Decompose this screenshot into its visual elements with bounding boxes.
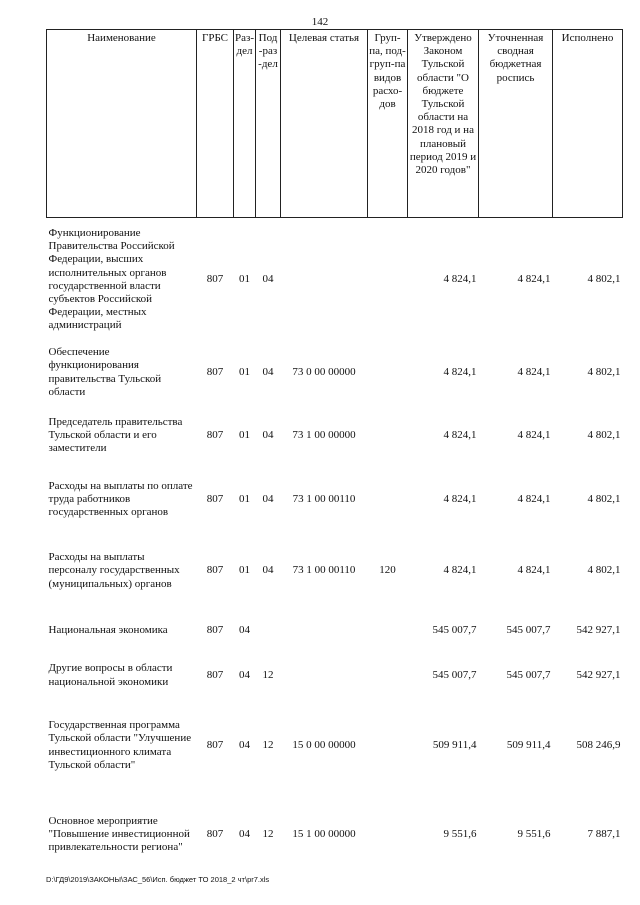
row-executed: 4 802,1 bbox=[587, 365, 621, 378]
row-razdel: 01 bbox=[239, 492, 250, 505]
col-header-executed: Исполнено bbox=[553, 30, 623, 218]
row-refined: 4 824,1 bbox=[517, 428, 551, 441]
row-razdel: 01 bbox=[239, 564, 250, 577]
table-row bbox=[47, 218, 623, 342]
col-header-group: Груп-па, под-груп-па видов расхо-дов bbox=[368, 30, 408, 218]
col-header-grbs: ГРБС bbox=[197, 30, 234, 218]
row-podrazdel bbox=[256, 611, 281, 651]
row-grbs: 807 bbox=[206, 738, 224, 751]
row-name: Председатель правительства Тульской области и его заместители bbox=[48, 415, 183, 455]
row-approved: 545 007,7 bbox=[432, 668, 477, 681]
row-podrazdel: 04 bbox=[262, 273, 274, 286]
table-row bbox=[47, 532, 623, 611]
row-target: 73 1 00 00110 bbox=[292, 492, 356, 505]
row-executed: 542 927,1 bbox=[576, 668, 621, 681]
row-razdel: 01 bbox=[239, 428, 250, 441]
col-header-approved: Утверждено Законом Тульской области "О бюджете Тульской области на 2018 год и на плановый период 2019 и 2020 годов" bbox=[408, 30, 479, 218]
row-executed: 7 887,1 bbox=[587, 827, 621, 840]
row-group bbox=[368, 791, 408, 879]
row-approved: 4 824,1 bbox=[443, 365, 477, 378]
row-approved: 4 824,1 bbox=[443, 273, 477, 286]
table-row bbox=[47, 701, 623, 791]
row-target bbox=[281, 651, 368, 701]
col-header-podrazdel: Под-раз-дел bbox=[256, 30, 281, 218]
row-approved: 9 551,6 bbox=[443, 827, 477, 840]
row-razdel: 04 bbox=[239, 738, 250, 751]
row-refined: 545 007,7 bbox=[506, 623, 551, 636]
row-refined: 9 551,6 bbox=[517, 827, 551, 840]
row-podrazdel: 04 bbox=[262, 428, 274, 441]
row-refined: 4 824,1 bbox=[517, 564, 551, 577]
row-group bbox=[368, 701, 408, 791]
row-name: Расходы на выплаты по оплате труда работников государственных органов bbox=[48, 479, 193, 519]
row-grbs: 807 bbox=[206, 492, 224, 505]
row-grbs: 807 bbox=[206, 564, 224, 577]
row-razdel: 01 bbox=[239, 273, 250, 286]
row-name: Расходы на выплаты персоналу государственных (муниципальных) органов bbox=[48, 551, 180, 590]
row-name: Государственная программа Тульской области "Улучшение инвестиционного климата Тульской области" bbox=[48, 719, 192, 771]
row-grbs: 807 bbox=[206, 273, 224, 286]
row-target: 15 1 00 00000 bbox=[292, 827, 356, 840]
row-executed: 4 802,1 bbox=[587, 273, 621, 286]
row-executed: 508 246,9 bbox=[576, 738, 621, 751]
row-razdel: 01 bbox=[239, 365, 250, 378]
row-approved: 509 911,4 bbox=[432, 738, 477, 751]
row-approved: 4 824,1 bbox=[443, 492, 477, 505]
row-target: 73 0 00 00000 bbox=[292, 365, 356, 378]
col-header-razdel: Раз-дел bbox=[234, 30, 256, 218]
row-group bbox=[368, 342, 408, 404]
row-approved: 545 007,7 bbox=[432, 623, 477, 636]
row-executed: 4 802,1 bbox=[587, 564, 621, 577]
table-row bbox=[47, 791, 623, 879]
row-refined: 4 824,1 bbox=[517, 273, 551, 286]
row-podrazdel: 04 bbox=[262, 365, 274, 378]
row-target bbox=[281, 218, 368, 342]
row-grbs: 807 bbox=[206, 668, 224, 681]
table-row bbox=[47, 651, 623, 701]
row-podrazdel: 12 bbox=[262, 827, 274, 840]
row-podrazdel: 12 bbox=[262, 738, 274, 751]
row-grbs: 807 bbox=[206, 623, 224, 636]
row-executed: 4 802,1 bbox=[587, 428, 621, 441]
row-podrazdel: 12 bbox=[262, 668, 274, 681]
row-group bbox=[368, 468, 408, 532]
row-group bbox=[368, 651, 408, 701]
row-name: Обеспечение функционирования правительства Тульской области bbox=[48, 346, 162, 398]
row-target bbox=[281, 611, 368, 651]
row-refined: 4 824,1 bbox=[517, 492, 551, 505]
row-refined: 545 007,7 bbox=[506, 668, 551, 681]
row-target: 15 0 00 00000 bbox=[292, 738, 356, 751]
row-refined: 4 824,1 bbox=[517, 365, 551, 378]
row-name: Основное мероприятие "Повышение инвестиционной привлекательности региона" bbox=[48, 814, 190, 854]
row-grbs: 807 bbox=[206, 365, 224, 378]
table-row bbox=[47, 342, 623, 404]
table-header-row bbox=[47, 30, 623, 218]
row-executed: 4 802,1 bbox=[587, 492, 621, 505]
row-target: 73 1 00 00110 bbox=[292, 564, 356, 577]
row-name: Функционирование Правительства Российской Федерации, высших исполнительных органов государственной власти субъектов Российской Федерации, местных администраций bbox=[48, 226, 175, 332]
row-group bbox=[368, 218, 408, 342]
row-name: Другие вопросы в области национальной экономики bbox=[48, 662, 173, 688]
row-razdel: 04 bbox=[239, 827, 250, 840]
file-path-footer: D:\ГД9\2019\ЗАКОНЫ\ЗАС_56\Исп. бюджет ТО 2018_2 чт\pr7.xls bbox=[46, 875, 270, 884]
row-group: 120 bbox=[379, 564, 396, 577]
row-podrazdel: 04 bbox=[262, 492, 274, 505]
table-row bbox=[47, 468, 623, 532]
table-row bbox=[47, 404, 623, 468]
row-razdel: 04 bbox=[239, 623, 250, 636]
row-grbs: 807 bbox=[206, 428, 224, 441]
page-number: 142 bbox=[311, 16, 329, 28]
table-row bbox=[47, 611, 623, 651]
budget-table bbox=[46, 29, 623, 879]
row-name: Национальная экономика bbox=[48, 623, 168, 636]
row-approved: 4 824,1 bbox=[443, 428, 477, 441]
row-podrazdel: 04 bbox=[262, 564, 274, 577]
row-executed: 542 927,1 bbox=[576, 623, 621, 636]
row-group bbox=[368, 404, 408, 468]
col-header-name: Наименование bbox=[47, 30, 197, 218]
row-razdel: 04 bbox=[239, 668, 250, 681]
col-header-refined: Уточненная сводная бюджетная роспись bbox=[479, 30, 553, 218]
row-target: 73 1 00 00000 bbox=[292, 428, 356, 441]
row-grbs: 807 bbox=[206, 827, 224, 840]
col-header-target: Целевая статья bbox=[281, 30, 368, 218]
row-approved: 4 824,1 bbox=[443, 564, 477, 577]
row-refined: 509 911,4 bbox=[506, 738, 551, 751]
row-group bbox=[368, 611, 408, 651]
